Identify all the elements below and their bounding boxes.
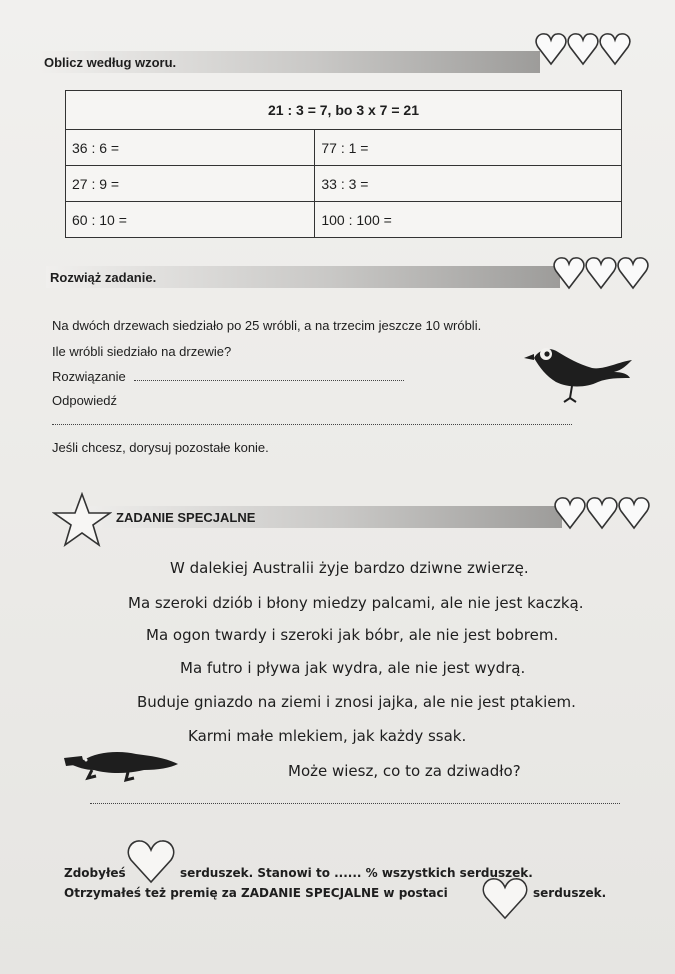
- answer-input-line[interactable]: [90, 803, 620, 804]
- bird-icon: [522, 340, 637, 404]
- solution-label: Rozwiązanie: [52, 369, 126, 384]
- platypus-icon: [62, 740, 182, 784]
- heart-icon: [481, 876, 529, 920]
- solution-input-line[interactable]: [134, 380, 404, 381]
- story-line-7: Może wiesz, co to za dziwadło?: [288, 762, 521, 780]
- table-row: [66, 202, 622, 238]
- division-table: [65, 90, 622, 238]
- table-cell[interactable]: 100 : 100 =: [315, 202, 622, 238]
- answer-label: Odpowiedź: [52, 393, 118, 408]
- story-line-2: Ma szeroki dziób i błony miedzy palcami, ale nie jest kaczką.: [128, 594, 584, 612]
- section3-title: ZADANIE SPECJALNE: [116, 510, 256, 525]
- table-example: 21 : 3 = 7, bo 3 x 7 = 21: [66, 91, 622, 130]
- heart-icon: [126, 838, 176, 884]
- footer-bonus: Otrzymałeś też premię za ZADANIE SPECJALNE w postaci: [64, 886, 448, 900]
- story-line-1: W dalekiej Australii żyje bardzo dziwne zwierzę.: [170, 559, 529, 577]
- story-line-5: Buduje gniazdo na ziemi i znosi jajka, ale nie jest ptakiem.: [137, 693, 576, 711]
- footer-hearts-text: serduszek. Stanowi to ...... % wszystkich serduszek.: [180, 866, 533, 880]
- section1-title: Oblicz według wzoru.: [44, 55, 177, 70]
- table-cell[interactable]: 27 : 9 =: [66, 166, 315, 202]
- hearts-icon: [554, 494, 654, 530]
- task-line-2: Ile wróbli siedziało na drzewie?: [52, 344, 232, 359]
- story-line-6: Karmi małe mlekiem, jak każdy ssak.: [188, 727, 467, 745]
- footer-earned: Zdobyłeś: [64, 866, 126, 880]
- table-cell[interactable]: 36 : 6 =: [66, 130, 315, 166]
- footer-bonus-end: serduszek.: [533, 886, 607, 900]
- answer-input-line[interactable]: [52, 424, 572, 425]
- story-line-3: Ma ogon twardy i szeroki jak bóbr, ale nie jest bobrem.: [146, 626, 559, 644]
- section2-title: Rozwiąż zadanie.: [50, 270, 157, 285]
- star-icon: [52, 492, 112, 548]
- table-cell[interactable]: 77 : 1 =: [315, 130, 622, 166]
- hearts-icon: [535, 30, 635, 66]
- hearts-icon: [553, 254, 653, 290]
- table-cell[interactable]: 60 : 10 =: [66, 202, 315, 238]
- table-row: [66, 166, 622, 202]
- story-line-4: Ma futro i pływa jak wydra, ale nie jest wydrą.: [180, 659, 526, 677]
- extra-instruction: Jeśli chcesz, dorysuj pozostałe konie.: [52, 440, 269, 455]
- table-cell[interactable]: 33 : 3 =: [315, 166, 622, 202]
- task-line-1: Na dwóch drzewach siedziało po 25 wróbli, a na trzecim jeszcze 10 wróbli.: [52, 318, 482, 333]
- table-row: [66, 130, 622, 166]
